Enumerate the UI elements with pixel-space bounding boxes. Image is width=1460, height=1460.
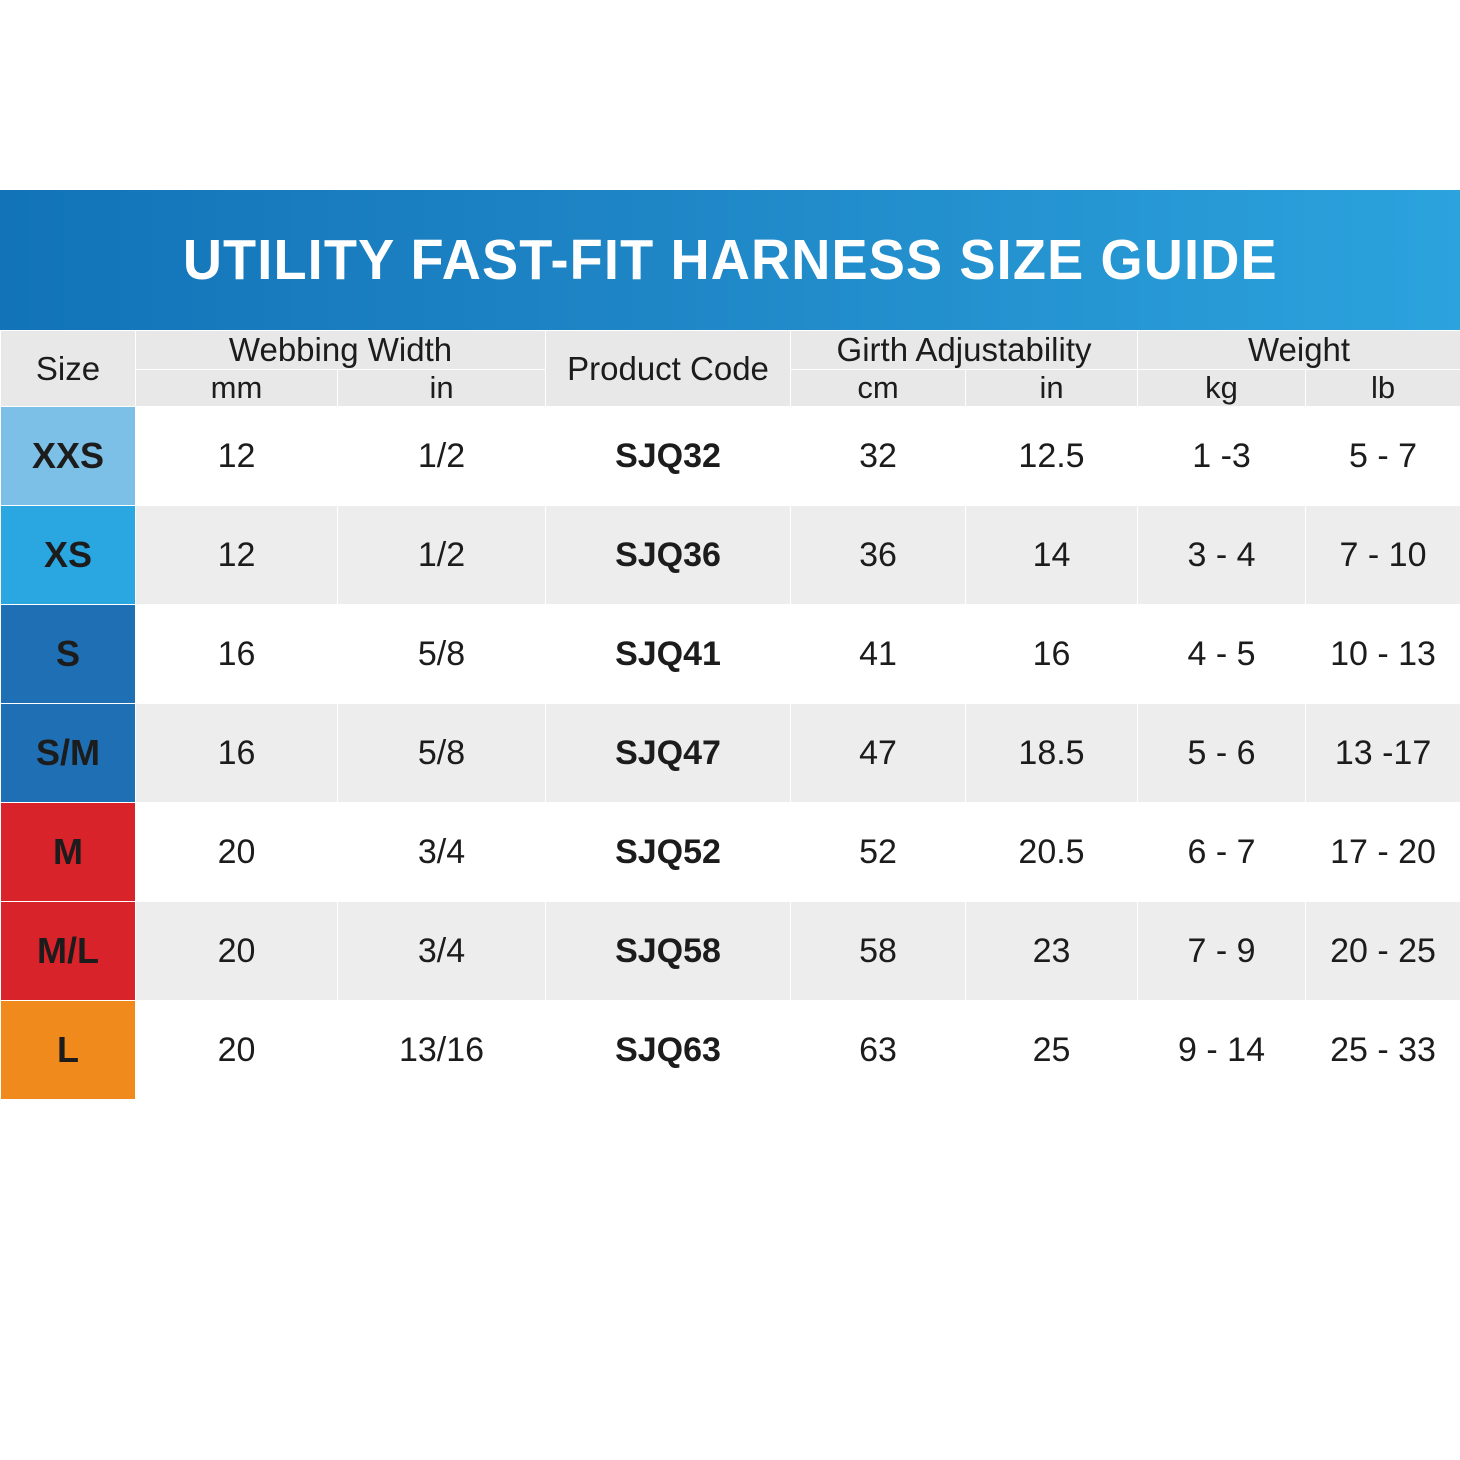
cell-webbing-in: 1/2 <box>338 506 546 605</box>
cell-weight-lb: 17 - 20 <box>1306 803 1460 902</box>
cell-weight-kg: 7 - 9 <box>1138 902 1306 1001</box>
cell-webbing-in: 5/8 <box>338 605 546 704</box>
cell-girth-in: 20.5 <box>966 803 1138 902</box>
size-badge: XXS <box>1 407 136 506</box>
cell-product-code: SJQ58 <box>546 902 791 1001</box>
table-row <box>1 704 1460 803</box>
cell-product-code: SJQ63 <box>546 1001 791 1100</box>
cell-product-code: SJQ41 <box>546 605 791 704</box>
cell-webbing-mm: 20 <box>136 1001 338 1100</box>
cell-webbing-mm: 16 <box>136 605 338 704</box>
header-webbing-width: Webbing Width <box>136 331 546 370</box>
cell-girth-cm: 41 <box>791 605 966 704</box>
cell-webbing-mm: 12 <box>136 407 338 506</box>
cell-girth-cm: 58 <box>791 902 966 1001</box>
cell-weight-kg: 9 - 14 <box>1138 1001 1306 1100</box>
cell-weight-kg: 3 - 4 <box>1138 506 1306 605</box>
table-row <box>1 803 1460 902</box>
size-badge: S/M <box>1 704 136 803</box>
table-row <box>1 1001 1460 1100</box>
header-weight: Weight <box>1138 331 1460 370</box>
cell-girth-in: 14 <box>966 506 1138 605</box>
table-header <box>1 331 1460 407</box>
cell-weight-lb: 13 -17 <box>1306 704 1460 803</box>
cell-girth-in: 12.5 <box>966 407 1138 506</box>
header-row-groups <box>1 331 1460 370</box>
size-badge: M <box>1 803 136 902</box>
cell-weight-kg: 6 - 7 <box>1138 803 1306 902</box>
header-unit-lb: lb <box>1306 370 1460 407</box>
cell-girth-in: 25 <box>966 1001 1138 1100</box>
header-unit-in-webbing: in <box>338 370 546 407</box>
size-badge: L <box>1 1001 136 1100</box>
cell-product-code: SJQ52 <box>546 803 791 902</box>
page-title: UTILITY FAST-FIT HARNESS SIZE GUIDE <box>182 228 1278 292</box>
cell-girth-in: 23 <box>966 902 1138 1001</box>
cell-weight-kg: 1 -3 <box>1138 407 1306 506</box>
size-badge: S <box>1 605 136 704</box>
cell-webbing-mm: 20 <box>136 803 338 902</box>
cell-webbing-in: 13/16 <box>338 1001 546 1100</box>
cell-weight-kg: 4 - 5 <box>1138 605 1306 704</box>
cell-weight-lb: 10 - 13 <box>1306 605 1460 704</box>
header-girth-adjustability: Girth Adjustability <box>791 331 1138 370</box>
cell-girth-cm: 52 <box>791 803 966 902</box>
cell-webbing-in: 3/4 <box>338 902 546 1001</box>
cell-weight-kg: 5 - 6 <box>1138 704 1306 803</box>
cell-webbing-mm: 12 <box>136 506 338 605</box>
header-size: Size <box>1 331 136 407</box>
cell-girth-in: 18.5 <box>966 704 1138 803</box>
header-unit-cm: cm <box>791 370 966 407</box>
header-product-code: Product Code <box>546 331 791 407</box>
cell-girth-in: 16 <box>966 605 1138 704</box>
size-badge: XS <box>1 506 136 605</box>
table-row <box>1 605 1460 704</box>
cell-girth-cm: 47 <box>791 704 966 803</box>
header-unit-in-girth: in <box>966 370 1138 407</box>
cell-girth-cm: 63 <box>791 1001 966 1100</box>
table-row <box>1 506 1460 605</box>
cell-product-code: SJQ32 <box>546 407 791 506</box>
cell-weight-lb: 20 - 25 <box>1306 902 1460 1001</box>
size-badge: M/L <box>1 902 136 1001</box>
size-guide-card <box>0 190 1460 1100</box>
cell-weight-lb: 7 - 10 <box>1306 506 1460 605</box>
cell-webbing-in: 3/4 <box>338 803 546 902</box>
cell-product-code: SJQ36 <box>546 506 791 605</box>
cell-webbing-mm: 20 <box>136 902 338 1001</box>
cell-product-code: SJQ47 <box>546 704 791 803</box>
size-guide-table <box>0 330 1460 1100</box>
table-row <box>1 902 1460 1001</box>
cell-webbing-mm: 16 <box>136 704 338 803</box>
table-body <box>1 407 1460 1100</box>
cell-girth-cm: 36 <box>791 506 966 605</box>
cell-girth-cm: 32 <box>791 407 966 506</box>
title-bar <box>0 190 1460 330</box>
cell-weight-lb: 5 - 7 <box>1306 407 1460 506</box>
cell-webbing-in: 1/2 <box>338 407 546 506</box>
table-row <box>1 407 1460 506</box>
cell-webbing-in: 5/8 <box>338 704 546 803</box>
cell-weight-lb: 25 - 33 <box>1306 1001 1460 1100</box>
header-unit-mm: mm <box>136 370 338 407</box>
header-unit-kg: kg <box>1138 370 1306 407</box>
